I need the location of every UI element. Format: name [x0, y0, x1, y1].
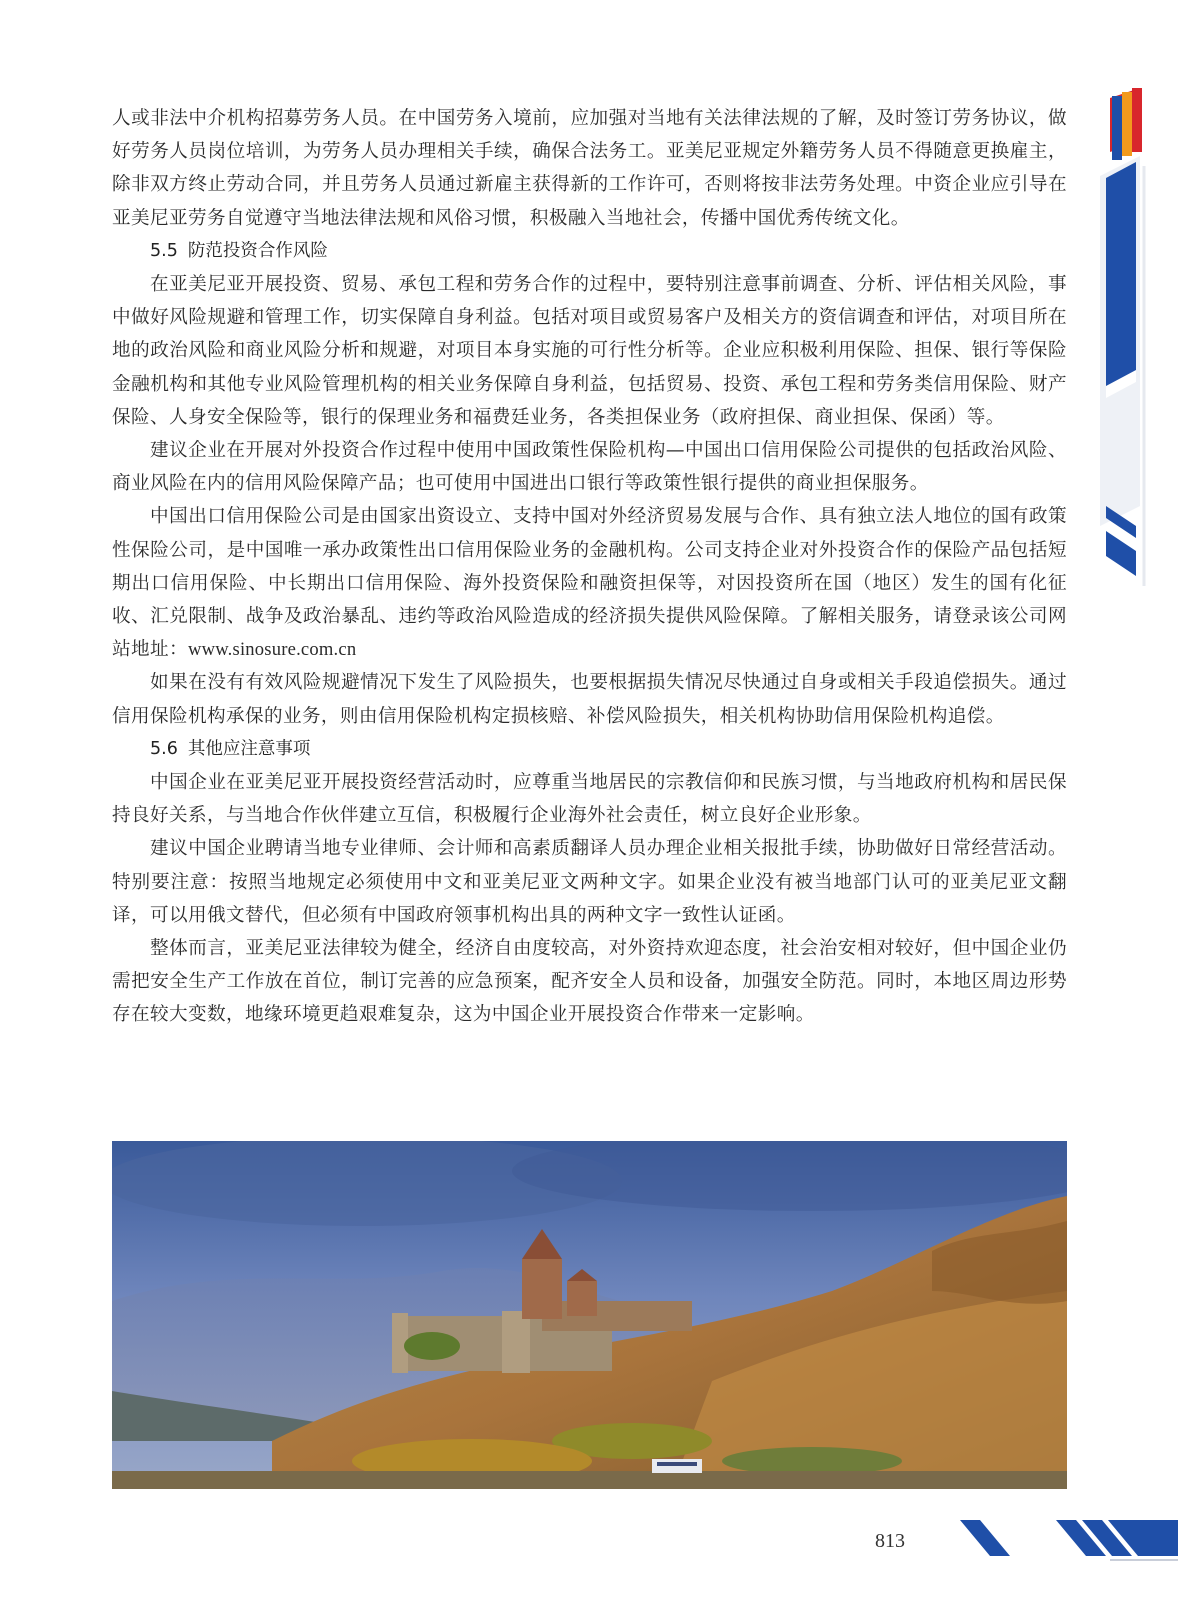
paragraph: 整体而言，亚美尼亚法律较为健全，经济自由度较高，对外资持欢迎态度，社会治安相对较好，但中国企业仍需把安全生产工作放在首位，制订完善的应急预案，配齐安全人员和设备，加强安全防范。同时，本地区周边形势存在较大变数，地缘环境更趋艰难复杂，这为中国企业开展投资合作带来一定影响。	[112, 938, 1067, 1026]
section-heading-5-6	[112, 733, 1067, 766]
paragraph-text: 中国出口信用保险公司是由国家出资设立、支持中国对外经济贸易发展与合作、具有独立法人地位的国有政策性保险公司，是中国唯一承办政策性出口信用保险业务的金融机构。公司支持企业对外投资合作的保险产品包括短期出口信用保险、中长期出口信用保险、海外投资保险和融资担保等，对因投资所在国（地区）发生的国有化征收、汇兑限制、战争及政治暴乱、违约等政治风险造成的经济损失提供风险保障。了解相关服务，请登录该公司网站地址：	[112, 506, 1067, 661]
page-number: 813	[875, 1530, 905, 1552]
paragraph: 在亚美尼亚开展投资、贸易、承包工程和劳务合作的过程中，要特别注意事前调查、分析、评估相关风险，事中做好风险规避和管理工作，切实保障自身利益。包括对项目或贸易客户及相关方的资信调查和评估，对项目所在地的政治风险和商业风险分析和规避，对项目本身实施的可行性分析等。企业应积极利用保险、担保、银行等保险金融机构和其他专业风险管理机构的相关业务保障自身利益，包括贸易、投资、承包工程和劳务类信用保险、财产保险、人身安全保险等，银行的保理业务和福费廷业务，各类担保业务（政府担保、商业担保、保函）等。	[112, 274, 1067, 428]
page-body	[112, 102, 1067, 1032]
section-number: 5.5	[150, 240, 178, 261]
paragraph: 建议企业在开展对外投资合作过程中使用中国政策性保险机构—中国出口信用保险公司提供的包括政治风险、商业风险在内的信用风险保障产品；也可使用中国进出口银行等政策性银行提供的商业担保服务。	[112, 440, 1067, 495]
paragraph: 中国企业在亚美尼亚开展投资经营活动时，应尊重当地居民的宗教信仰和民族习惯，与当地政府机构和居民保持良好关系，与当地合作伙伴建立互信，积极履行企业海外社会责任，树立良好企业形象。	[112, 772, 1067, 827]
paragraph	[112, 500, 1067, 666]
corner-stripe-decoration	[960, 1520, 1178, 1600]
flag-stripe-decoration	[1100, 86, 1178, 606]
sinosure-url-link[interactable]: www.sinosure.com.cn	[187, 639, 357, 661]
section-heading-5-5	[112, 235, 1067, 268]
monastery-landscape-photo	[112, 1141, 1067, 1489]
section-title: 其他应注意事项	[187, 738, 311, 759]
paragraph: 建议中国企业聘请当地专业律师、会计师和高素质翻译人员办理企业相关报批手续，协助做好日常经营活动。特别要注意：按照当地规定必须使用中文和亚美尼亚文两种文字。如果企业没有被当地部门认可的亚美尼亚文翻译，可以用俄文替代，但必须有中国政府领事机构出具的两种文字一致性认证函。	[112, 838, 1067, 926]
section-number: 5.6	[150, 738, 178, 759]
section-title: 防范投资合作风险	[187, 240, 328, 261]
paragraph-continuation: 人或非法中介机构招募劳务人员。在中国劳务入境前，应加强对当地有关法律法规的了解，及时签订劳务协议，做好劳务人员岗位培训，为劳务人员办理相关手续，确保合法务工。亚美尼亚规定外籍劳务人员不得随意更换雇主，除非双方终止劳动合同，并且劳务人员通过新雇主获得新的工作许可，否则将按非法劳务处理。中资企业应引导在亚美尼亚劳务自觉遵守当地法律法规和风俗习惯，积极融入当地社会，传播中国优秀传统文化。	[112, 108, 1067, 229]
paragraph: 如果在没有有效风险规避情况下发生了风险损失，也要根据损失情况尽快通过自身或相关手段追偿损失。通过信用保险机构承保的业务，则由信用保险机构定损核赔、补偿风险损失，相关机构协助信用保险机构追偿。	[112, 672, 1067, 727]
